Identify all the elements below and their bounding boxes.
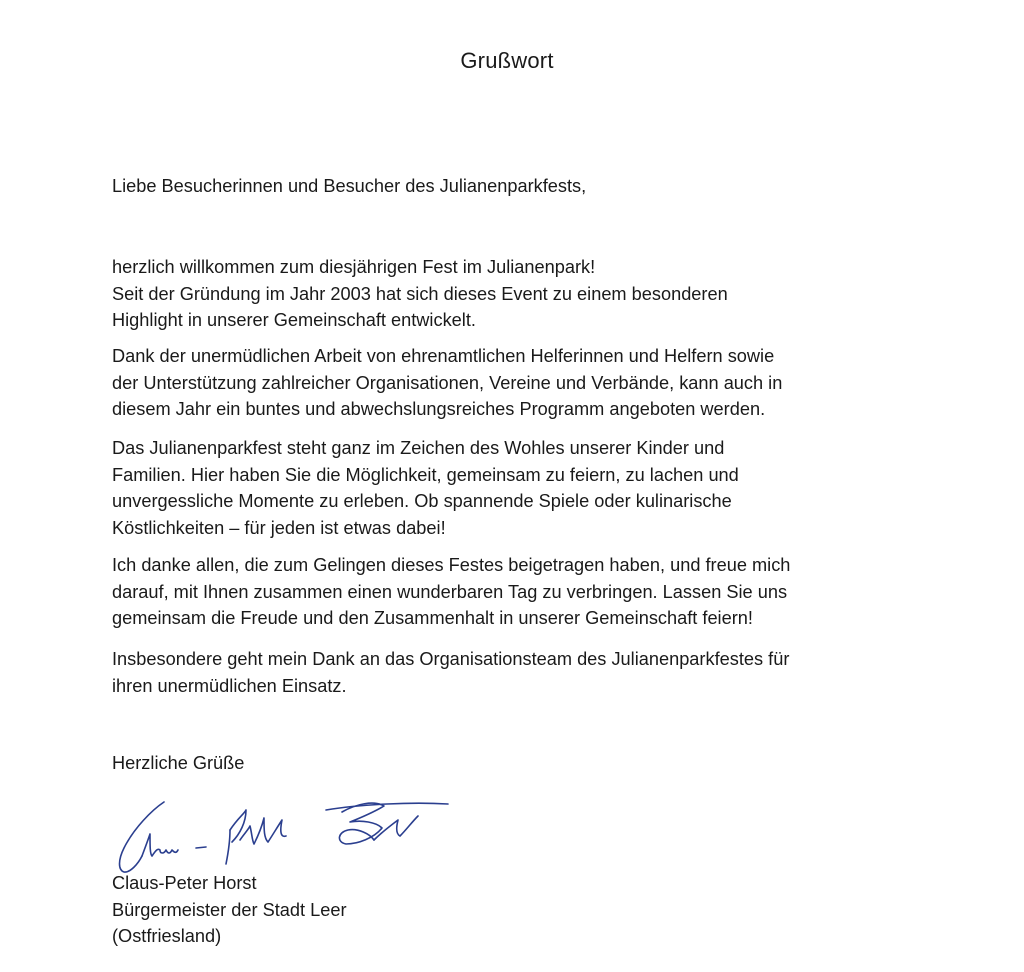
salutation: Liebe Besucherinnen und Besucher des Julianenparkfests,: [112, 176, 587, 196]
paragraph-line: diesem Jahr ein buntes und abwechslungsreiches Programm angeboten werden.: [112, 399, 766, 419]
paragraph-families: [112, 435, 912, 541]
closing-greeting: Herzliche Grüße: [112, 753, 245, 773]
paragraph-line: darauf, mit Ihnen zusammen einen wunderbaren Tag zu verbringen. Lassen Sie uns: [112, 581, 788, 602]
paragraph-thanks: [112, 552, 912, 632]
paragraph-line: der Unterstützung zahlreicher Organisationen, Vereine und Verbände, kann auch in: [112, 372, 783, 393]
paragraph-organizers: [112, 646, 912, 699]
paragraph-line: ihren unermüdlichen Einsatz.: [112, 675, 347, 696]
paragraph-line: Highlight in unserer Gemeinschaft entwickelt.: [112, 310, 476, 330]
signer-name: Claus-Peter Horst: [112, 873, 257, 893]
paragraph-volunteers: [112, 343, 912, 423]
signer-region: (Ostfriesland): [112, 926, 222, 946]
paragraph-line: Dank der unermüdlichen Arbeit von ehrenamtlichen Helferinnen und Helfern sowie: [112, 346, 775, 366]
paragraph-line: Das Julianenparkfest steht ganz im Zeichen des Wohles unserer Kinder und: [112, 438, 725, 458]
paragraph-line: gemeinsam die Freude und den Zusammenhalt in unserer Gemeinschaft feiern!: [112, 608, 753, 628]
paragraph-line: herzlich willkommen zum diesjährigen Fest im Julianenpark!: [112, 257, 596, 277]
paragraph-welcome: [112, 254, 912, 334]
page-title: Grußwort: [460, 48, 554, 73]
paragraph-line: Köstlichkeiten – für jeden ist etwas dabei!: [112, 517, 446, 538]
paragraph-line: Insbesondere geht mein Dank an das Organisationsteam des Julianenparkfestes für: [112, 649, 790, 669]
paragraph-line: unvergessliche Momente zu erleben. Ob spannende Spiele oder kulinarische: [112, 491, 732, 511]
paragraph-line: Familien. Hier haben Sie die Möglichkeit, gemeinsam zu feiern, zu lachen und: [112, 464, 739, 485]
paragraph-line: Ich danke allen, die zum Gelingen dieses Festes beigetragen haben, und freue mich: [112, 555, 791, 575]
signer-role: Bürgermeister der Stadt Leer: [112, 899, 347, 920]
handwritten-signature: [112, 790, 462, 880]
signer-block: [112, 870, 347, 950]
paragraph-line: Seit der Gründung im Jahr 2003 hat sich dieses Event zu einem besonderen: [112, 283, 728, 304]
